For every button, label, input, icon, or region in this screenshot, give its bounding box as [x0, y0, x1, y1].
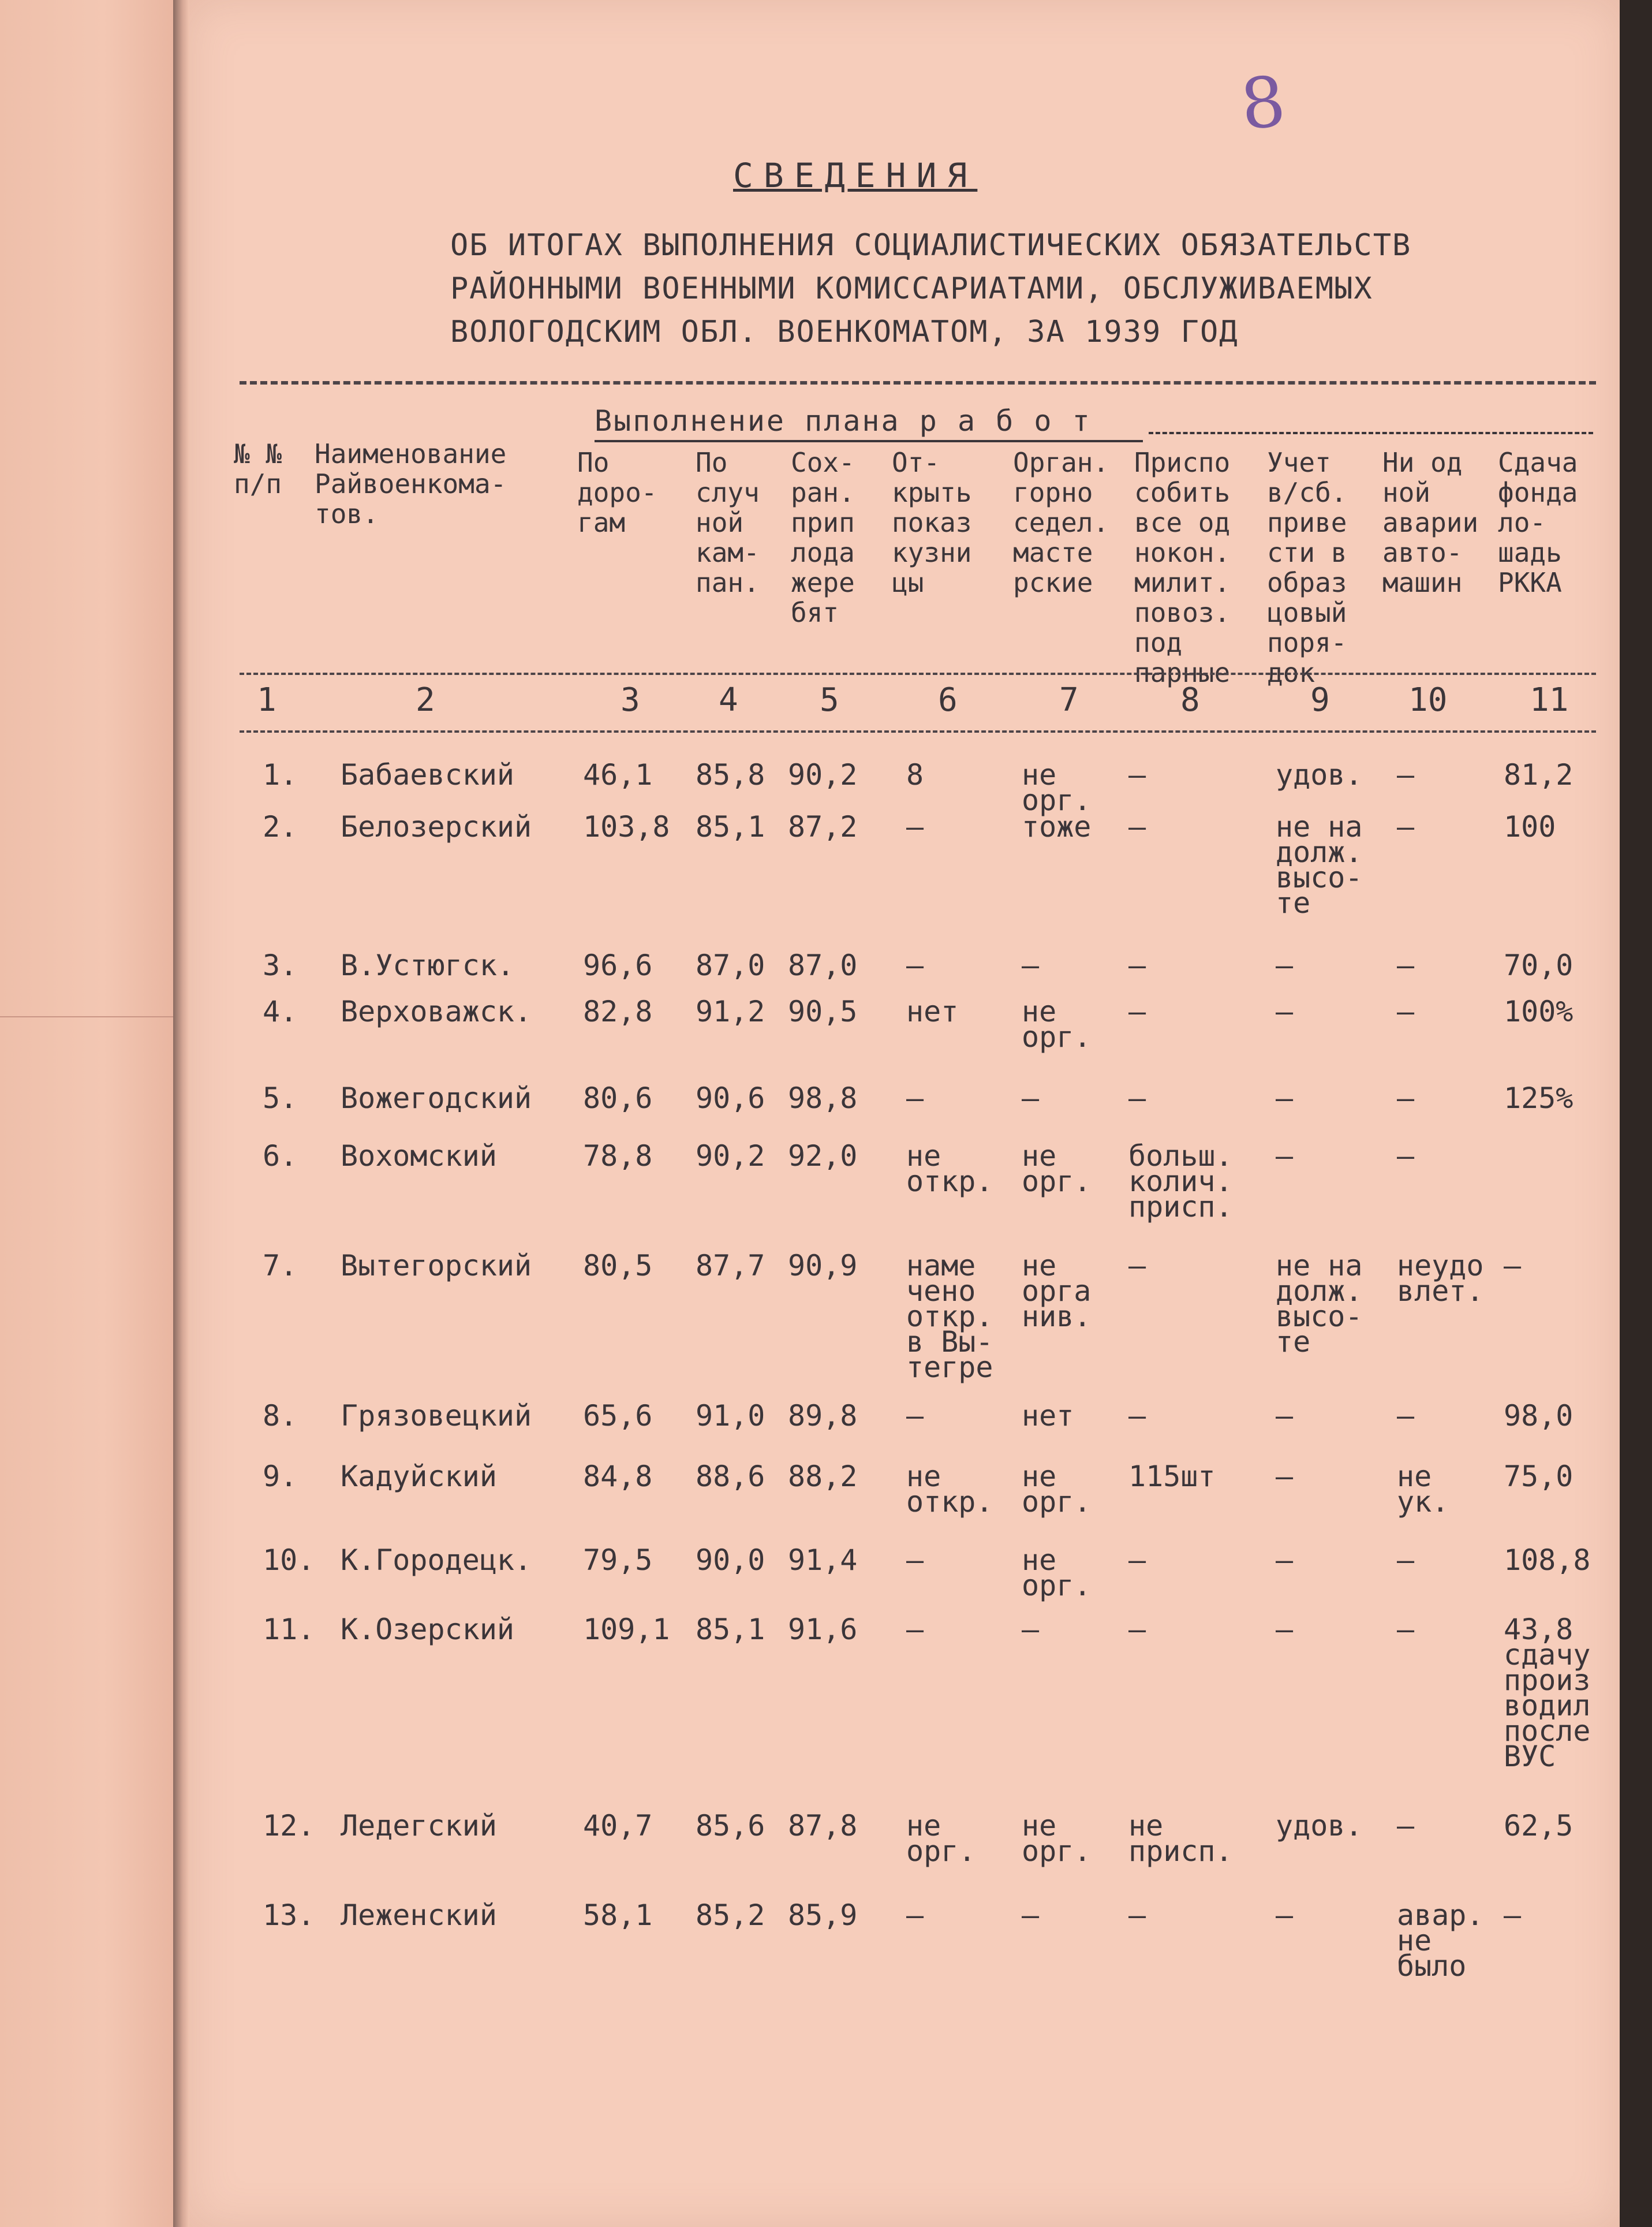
col-header-9: Учет в/сб. приве сти в образ цовый поря- док: [1267, 447, 1347, 688]
cell-row11-c5: 91,6: [788, 1613, 858, 1646]
cell-row13-c11: –: [1504, 1898, 1522, 1932]
cell-row13-c10: авар. не было: [1397, 1898, 1484, 1983]
plan-header: Выполнение плана р а б о т: [595, 404, 1143, 442]
cell-row4-c4: 91,2: [696, 995, 765, 1028]
col-header-7: Орган. горно седел. масте рские: [1013, 447, 1109, 598]
cell-row10-c3: 79,5: [583, 1543, 653, 1577]
cell-row4-c7: не орг.: [1022, 995, 1092, 1054]
cell-row9-c10: не ук.: [1397, 1460, 1449, 1519]
cell-row2-c7: тоже: [1022, 810, 1092, 844]
cell-row2-c4: 85,1: [696, 810, 765, 844]
cell-row12-c8: не присп.: [1128, 1809, 1233, 1868]
cell-row1-c10: –: [1397, 758, 1415, 792]
cell-row9-c4: 88,6: [696, 1460, 765, 1493]
col-number-8: 8: [1180, 681, 1200, 719]
page-fold-line: [0, 1016, 173, 1017]
cell-row2-n: 2.: [263, 810, 298, 844]
cell-row8-c9: –: [1276, 1399, 1294, 1433]
cell-row4-c10: –: [1397, 995, 1415, 1028]
header-bottom-rule: [240, 673, 1596, 675]
col-number-11: 11: [1530, 681, 1569, 719]
col-header-6: От- крыть показ кузни цы: [892, 447, 972, 598]
subtitle-line-2: РАЙОННЫМИ ВОЕННЫМИ КОМИССАРИАТАМИ, ОБСЛУЖИВАЕМЫХ: [450, 271, 1373, 306]
cell-row1-c7: не орг.: [1022, 758, 1092, 817]
col-header-5: Сох- ран. прип лода жере бят: [791, 447, 855, 628]
cell-row6-c4: 90,2: [696, 1139, 765, 1173]
cell-row12-c4: 85,6: [696, 1809, 765, 1842]
cell-row8-c4: 91,0: [696, 1399, 765, 1433]
cell-row5-c9: –: [1276, 1081, 1294, 1115]
col-number-5: 5: [820, 681, 839, 719]
cell-row7-c10: неудо влет.: [1397, 1249, 1484, 1308]
cell-row7-c7: не орга нив.: [1022, 1249, 1092, 1333]
cell-row5-name: Вожегодский: [341, 1081, 532, 1115]
sheet-edge-shadow: [1620, 0, 1652, 2227]
cell-row5-c6: –: [906, 1081, 924, 1115]
cell-row4-c3: 82,8: [583, 995, 653, 1028]
cell-row3-c6: –: [906, 949, 924, 982]
cell-row2-c10: –: [1397, 810, 1415, 844]
cell-row9-n: 9.: [263, 1460, 298, 1493]
cell-row1-c11: 81,2: [1504, 758, 1573, 792]
cell-row4-c9: –: [1276, 995, 1294, 1028]
cell-row1-c3: 46,1: [583, 758, 653, 792]
cell-row7-name: Вытегорский: [341, 1249, 532, 1282]
book-binding: [173, 0, 189, 2227]
cell-row4-n: 4.: [263, 995, 298, 1028]
cell-row4-c11: 100%: [1504, 995, 1573, 1028]
cell-row11-c7: –: [1022, 1613, 1040, 1646]
page-number: 8: [1236, 61, 1290, 146]
cell-row3-c10: –: [1397, 949, 1415, 982]
cell-row9-c8: 115шт: [1128, 1460, 1216, 1493]
cell-row6-c10: –: [1397, 1139, 1415, 1173]
col-number-9: 9: [1310, 681, 1330, 719]
cell-row12-c11: 62,5: [1504, 1809, 1573, 1842]
plan-header-rule: [1149, 432, 1593, 434]
col-header-3: По доро- гам: [577, 447, 657, 538]
cell-row13-c7: –: [1022, 1898, 1040, 1932]
cell-row4-c5: 90,5: [788, 995, 858, 1028]
cell-row12-c9: удов.: [1276, 1809, 1363, 1842]
cell-row8-c6: –: [906, 1399, 924, 1433]
col-header-8: Приспо собить все од нокон. милит. повоз. под парные: [1134, 447, 1231, 688]
cell-row10-c4: 90,0: [696, 1543, 765, 1577]
cell-row6-c3: 78,8: [583, 1139, 653, 1173]
col-number-10: 10: [1408, 681, 1448, 719]
cell-row13-name: Леженский: [341, 1898, 497, 1932]
col-header-4: По случ ной кам- пан.: [696, 447, 760, 598]
cell-row11-c3: 109,1: [583, 1613, 670, 1646]
cell-row6-c5: 92,0: [788, 1139, 858, 1173]
cell-row5-c7: –: [1022, 1081, 1040, 1115]
cell-row3-name: В.Устюгск.: [341, 949, 515, 982]
cell-row8-n: 8.: [263, 1399, 298, 1433]
cell-row4-c6: нет: [906, 995, 959, 1028]
cell-row9-c9: –: [1276, 1460, 1294, 1493]
cell-row13-c8: –: [1128, 1898, 1146, 1932]
cell-row11-name: К.Озерский: [341, 1613, 515, 1646]
cell-row6-n: 6.: [263, 1139, 298, 1173]
cell-row5-c4: 90,6: [696, 1081, 765, 1115]
col-header-2: Наименование Райвоенкома- тов.: [315, 438, 507, 529]
cell-row10-c6: –: [906, 1543, 924, 1577]
cell-row1-c9: удов.: [1276, 758, 1363, 792]
cell-row9-c6: не откр.: [906, 1460, 993, 1519]
cell-row13-c6: –: [906, 1898, 924, 1932]
cell-row13-c4: 85,2: [696, 1898, 765, 1932]
cell-row9-name: Кадуйский: [341, 1460, 497, 1493]
cell-row5-c3: 80,6: [583, 1081, 653, 1115]
cell-row8-c5: 89,8: [788, 1399, 858, 1433]
col-header-10: Ни од ной аварии авто- машин: [1382, 447, 1479, 598]
previous-page-edge: [0, 0, 173, 2227]
cell-row13-c3: 58,1: [583, 1898, 653, 1932]
cell-row3-c8: –: [1128, 949, 1146, 982]
col-number-4: 4: [719, 681, 738, 719]
cell-row8-name: Грязовецкий: [341, 1399, 532, 1433]
cell-row8-c8: –: [1128, 1399, 1146, 1433]
cell-row13-n: 13.: [263, 1898, 315, 1932]
cell-row6-c9: –: [1276, 1139, 1294, 1173]
cell-row6-c6: не откр.: [906, 1139, 993, 1198]
cell-row3-c5: 87,0: [788, 949, 858, 982]
cell-row13-c5: 85,9: [788, 1898, 858, 1932]
cell-row7-c9: не на долж. высо- те: [1276, 1249, 1363, 1359]
cell-row6-c7: не орг.: [1022, 1139, 1092, 1198]
cell-row5-n: 5.: [263, 1081, 298, 1115]
cell-row2-c8: –: [1128, 810, 1146, 844]
col-header-1: № № п/п: [234, 438, 282, 499]
cell-row11-c6: –: [906, 1613, 924, 1646]
cell-row2-name: Белозерский: [341, 810, 532, 844]
cell-row10-c10: –: [1397, 1543, 1415, 1577]
col-header-11: Сдача фонда ло- шадь РККА: [1498, 447, 1578, 598]
cell-row12-c7: не орг.: [1022, 1809, 1092, 1868]
cell-row7-c8: –: [1128, 1249, 1146, 1282]
cell-row3-n: 3.: [263, 949, 298, 982]
cell-row3-c11: 70,0: [1504, 949, 1573, 982]
cell-row11-c11: 43,8 сдачу произ водил после ВУС: [1504, 1613, 1591, 1773]
cell-row7-n: 7.: [263, 1249, 298, 1282]
cell-row12-c10: –: [1397, 1809, 1415, 1842]
cell-row3-c7: –: [1022, 949, 1040, 982]
col-number-1: 1: [257, 681, 276, 719]
cell-row10-c7: не орг.: [1022, 1543, 1092, 1602]
cell-row7-c6: наме чено откр. в Вы- тегре: [906, 1249, 993, 1384]
numbers-bottom-rule: [240, 730, 1596, 733]
cell-row11-c9: –: [1276, 1613, 1294, 1646]
cell-row2-c6: –: [906, 810, 924, 844]
document-title: СВЕДЕНИЯ: [733, 156, 978, 195]
cell-row8-c7: нет: [1022, 1399, 1074, 1433]
cell-row9-c11: 75,0: [1504, 1460, 1573, 1493]
cell-row8-c3: 65,6: [583, 1399, 653, 1433]
cell-row5-c8: –: [1128, 1081, 1146, 1115]
col-number-7: 7: [1059, 681, 1079, 719]
cell-row1-c5: 90,2: [788, 758, 858, 792]
cell-row12-c5: 87,8: [788, 1809, 858, 1842]
cell-row10-c5: 91,4: [788, 1543, 858, 1577]
cell-row6-name: Вохомский: [341, 1139, 497, 1173]
subtitle-line-3: ВОЛОГОДСКИМ ОБЛ. ВОЕНКОМАТОМ, ЗА 1939 ГОД: [450, 315, 1239, 349]
cell-row12-n: 12.: [263, 1809, 315, 1842]
cell-row9-c7: не орг.: [1022, 1460, 1092, 1519]
cell-row5-c5: 98,8: [788, 1081, 858, 1115]
cell-row9-c5: 88,2: [788, 1460, 858, 1493]
cell-row11-c10: –: [1397, 1613, 1415, 1646]
cell-row12-c3: 40,7: [583, 1809, 653, 1842]
col-number-2: 2: [416, 681, 435, 719]
cell-row1-name: Бабаевский: [341, 758, 515, 792]
cell-row9-c3: 84,8: [583, 1460, 653, 1493]
cell-row7-c5: 90,9: [788, 1249, 858, 1282]
cell-row6-c8: больш. колич. присп.: [1128, 1139, 1233, 1223]
cell-row3-c4: 87,0: [696, 949, 765, 982]
cell-row7-c3: 80,5: [583, 1249, 653, 1282]
table-top-rule: [240, 381, 1596, 385]
cell-row10-n: 10.: [263, 1543, 315, 1577]
cell-row5-c11: 125%: [1504, 1081, 1573, 1115]
cell-row3-c3: 96,6: [583, 949, 653, 982]
cell-row11-n: 11.: [263, 1613, 315, 1646]
cell-row7-c11: –: [1504, 1249, 1522, 1282]
cell-row4-name: Верховажск.: [341, 995, 532, 1028]
cell-row12-c6: не орг.: [906, 1809, 976, 1868]
cell-row10-name: К.Городецк.: [341, 1543, 532, 1577]
cell-row2-c11: 100: [1504, 810, 1556, 844]
cell-row2-c3: 103,8: [583, 810, 670, 844]
cell-row1-c6: 8: [906, 758, 924, 792]
cell-row1-c8: –: [1128, 758, 1146, 792]
cell-row13-c9: –: [1276, 1898, 1294, 1932]
cell-row7-c4: 87,7: [696, 1249, 765, 1282]
cell-row11-c8: –: [1128, 1613, 1146, 1646]
cell-row2-c9: не на долж. высо- те: [1276, 810, 1363, 920]
cell-row12-name: Ледегский: [341, 1809, 497, 1842]
col-number-6: 6: [938, 681, 958, 719]
cell-row10-c11: 108,8: [1504, 1543, 1591, 1577]
cell-row10-c9: –: [1276, 1543, 1294, 1577]
cell-row1-c4: 85,8: [696, 758, 765, 792]
cell-row11-c4: 85,1: [696, 1613, 765, 1646]
cell-row2-c5: 87,2: [788, 810, 858, 844]
cell-row5-c10: –: [1397, 1081, 1415, 1115]
cell-row10-c8: –: [1128, 1543, 1146, 1577]
cell-row4-c8: –: [1128, 995, 1146, 1028]
subtitle-line-1: ОБ ИТОГАХ ВЫПОЛНЕНИЯ СОЦИАЛИСТИЧЕСКИХ ОБЯЗАТЕЛЬСТВ: [450, 228, 1412, 263]
cell-row8-c11: 98,0: [1504, 1399, 1573, 1433]
cell-row8-c10: –: [1397, 1399, 1415, 1433]
cell-row3-c9: –: [1276, 949, 1294, 982]
col-number-3: 3: [621, 681, 640, 719]
cell-row1-n: 1.: [263, 758, 298, 792]
